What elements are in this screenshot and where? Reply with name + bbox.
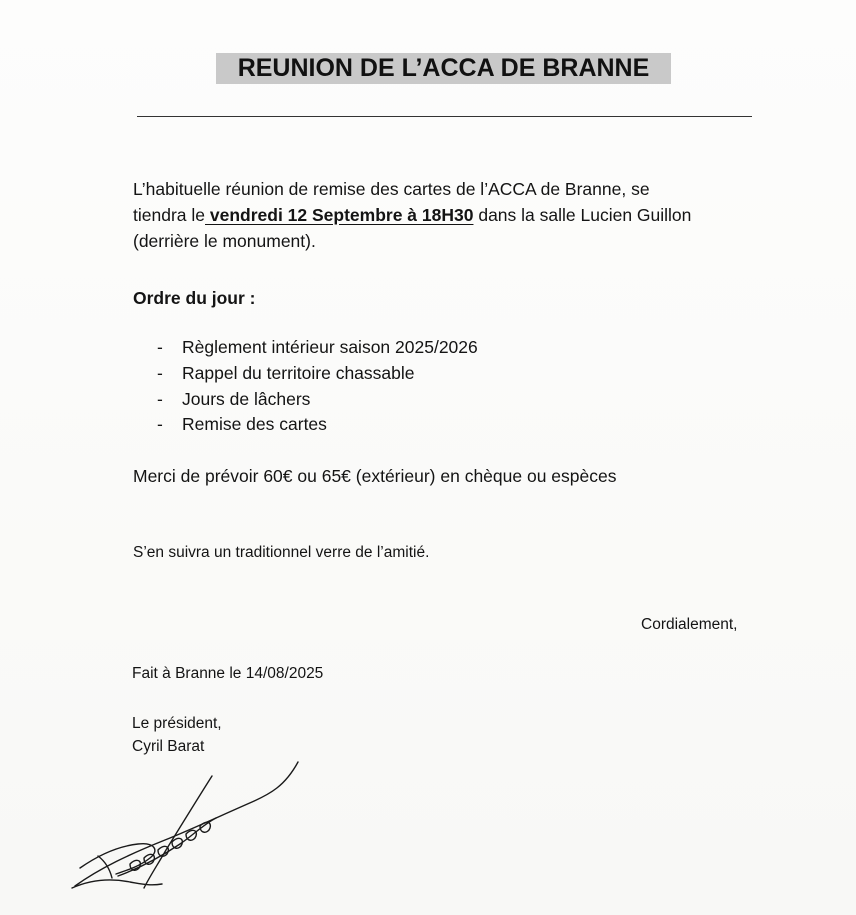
bullet-dash: - bbox=[157, 363, 163, 383]
meeting-date: vendredi 12 Septembre à 18H30 bbox=[205, 205, 474, 225]
document-title: REUNION DE L’ACCA DE BRANNE bbox=[237, 54, 650, 82]
intro-line-3: (derrière le monument). bbox=[133, 231, 316, 251]
agenda-item bbox=[157, 411, 327, 437]
title-divider bbox=[137, 116, 752, 117]
closing-note: S’en suivra un traditionnel verre de l’amitié. bbox=[133, 544, 430, 561]
agenda-item bbox=[157, 386, 310, 412]
agenda-item bbox=[157, 334, 478, 360]
bullet-dash: - bbox=[157, 389, 163, 409]
agenda-heading: Ordre du jour : bbox=[133, 288, 256, 308]
agenda-item-text: Rappel du territoire chassable bbox=[182, 363, 415, 383]
signatory-role: Le président, bbox=[132, 715, 222, 732]
intro-line-2 bbox=[133, 202, 691, 228]
signatory-name: Cyril Barat bbox=[132, 738, 205, 755]
agenda-item-text: Jours de lâchers bbox=[182, 389, 311, 409]
agenda-item-text: Règlement intérieur saison 2025/2026 bbox=[182, 337, 478, 357]
signature-stroke bbox=[72, 880, 162, 888]
payment-note: Merci de prévoir 60€ ou 65€ (extérieur) en chèque ou espèces bbox=[133, 466, 617, 486]
intro-line-2-suffix: dans la salle Lucien Guillon bbox=[473, 205, 692, 225]
agenda-item bbox=[157, 360, 415, 386]
title-highlight bbox=[216, 53, 671, 84]
bullet-dash: - bbox=[157, 337, 163, 357]
bullet-dash: - bbox=[157, 414, 163, 434]
place-and-date: Fait à Branne le 14/08/2025 bbox=[132, 665, 324, 682]
handwritten-signature bbox=[70, 758, 305, 908]
agenda-item-text: Remise des cartes bbox=[182, 414, 327, 434]
intro-line-1: L’habituelle réunion de remise des cartes de l’ACCA de Branne, se bbox=[133, 179, 650, 199]
salutation: Cordialement, bbox=[641, 616, 738, 633]
intro-line-2-prefix: tiendra le bbox=[133, 205, 205, 225]
